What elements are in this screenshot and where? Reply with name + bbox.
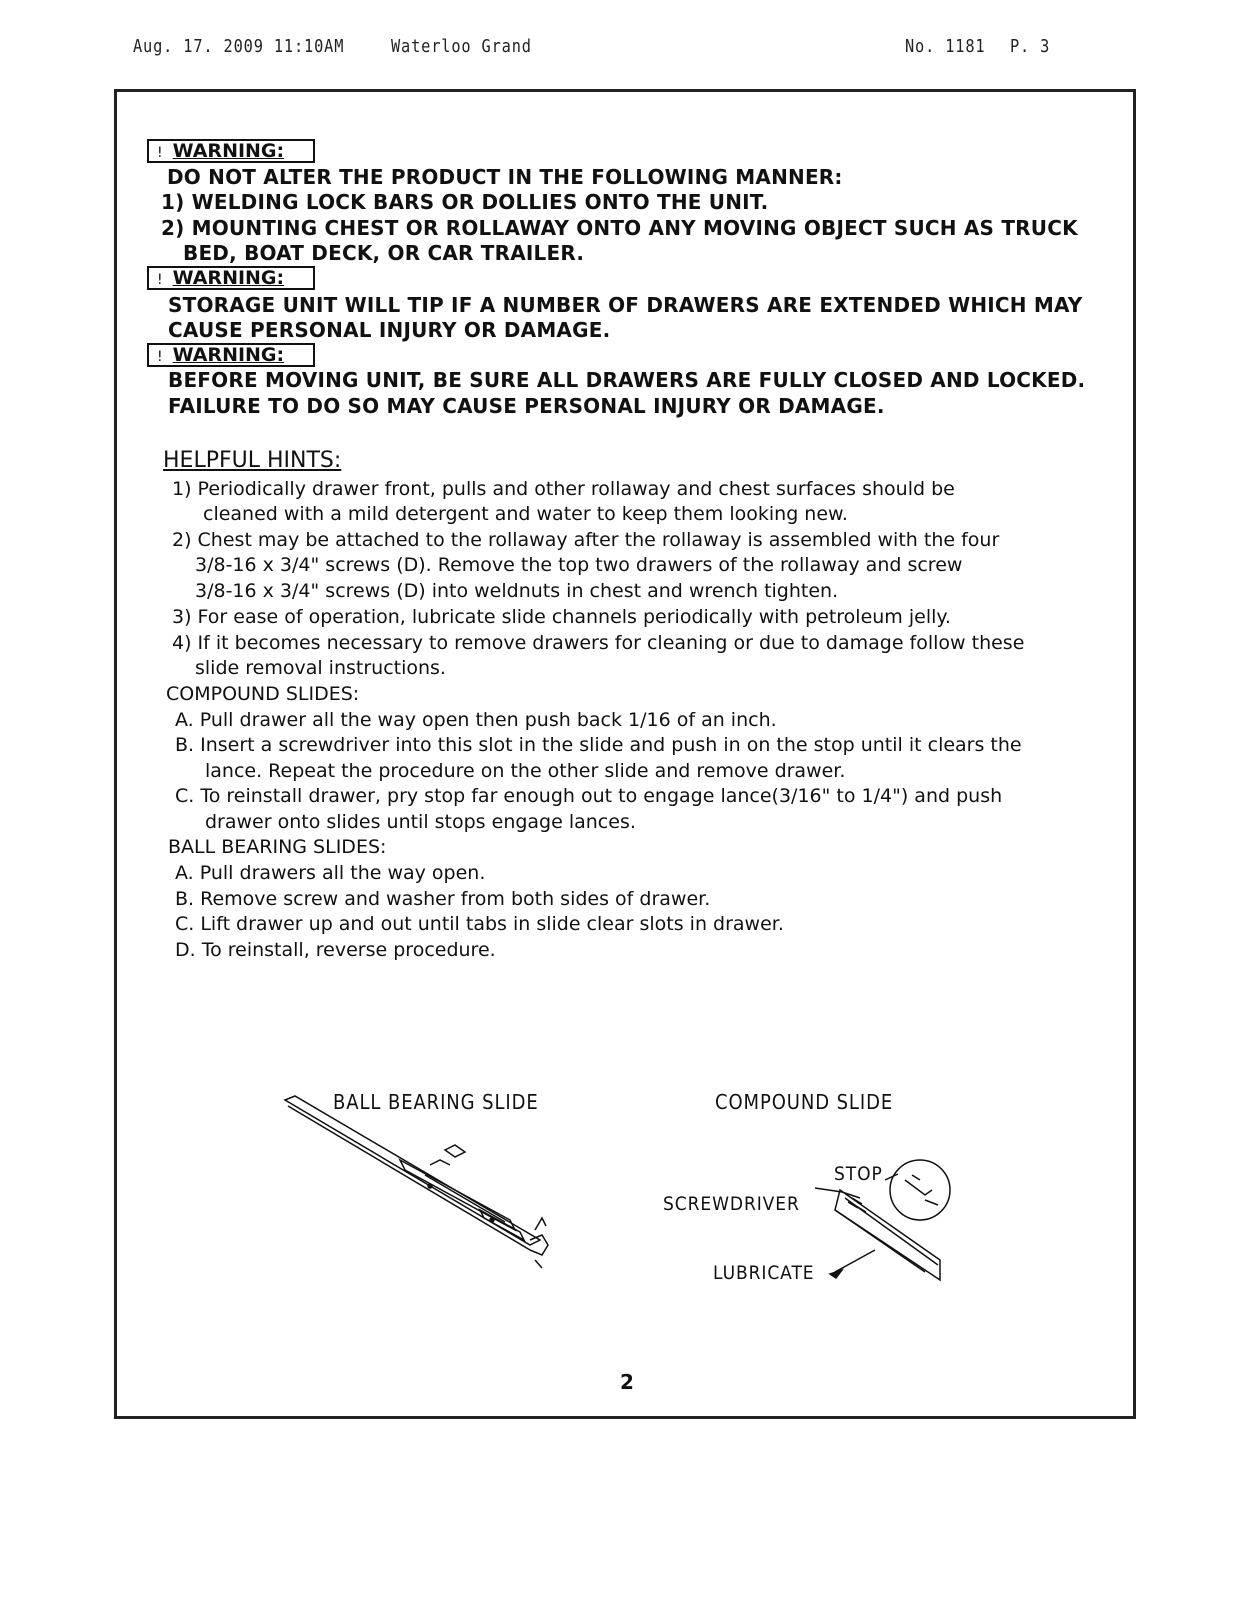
- warning-label: ! WARNING:: [147, 343, 315, 367]
- hint-line: B. Insert a screwdriver into this slot in the slide and push in on the stop until it clears the: [175, 734, 1022, 756]
- warning-icon: !: [157, 272, 163, 288]
- fax-page: P. 3: [1010, 36, 1051, 57]
- section-heading: COMPOUND SLIDES:: [166, 683, 360, 705]
- page-number: 2: [620, 1370, 634, 1394]
- warning-line: STORAGE UNIT WILL TIP IF A NUMBER OF DRAWERS ARE EXTENDED WHICH MAY: [168, 293, 1083, 317]
- hint-line: C. Lift drawer up and out until tabs in slide clear slots in drawer.: [175, 913, 784, 935]
- hint-line: 3/8-16 x 3/4" screws (D). Remove the top two drawers of the rollaway and screw: [195, 554, 963, 576]
- hint-line: B. Remove screw and washer from both sides of drawer.: [175, 888, 711, 910]
- hint-line: C. To reinstall drawer, pry stop far enough out to engage lance(3/16" to 1/4") and push: [175, 785, 1003, 807]
- hint-line: D. To reinstall, reverse procedure.: [175, 939, 496, 961]
- warning-line: BED, BOAT DECK, OR CAR TRAILER.: [183, 241, 585, 265]
- hint-line: slide removal instructions.: [195, 657, 446, 679]
- hint-line: lance. Repeat the procedure on the other slide and remove drawer.: [205, 760, 846, 782]
- warning-icon: !: [157, 349, 163, 365]
- hint-line: 3) For ease of operation, lubricate slide channels periodically with petroleum jelly.: [172, 606, 951, 628]
- warning-line: 2) MOUNTING CHEST OR ROLLAWAY ONTO ANY MOVING OBJECT SUCH AS TRUCK: [161, 216, 1078, 240]
- warning-line: BEFORE MOVING UNIT, BE SURE ALL DRAWERS ARE FULLY CLOSED AND LOCKED.: [168, 368, 1086, 392]
- warning-line: FAILURE TO DO SO MAY CAUSE PERSONAL INJURY OR DAMAGE.: [168, 394, 885, 418]
- hint-line: A. Pull drawer all the way open then push back 1/16 of an inch.: [175, 709, 777, 731]
- hint-line: 1) Periodically drawer front, pulls and other rollaway and chest surfaces should be: [172, 478, 955, 500]
- fax-number: No. 1181: [905, 36, 986, 57]
- hint-line: 2) Chest may be attached to the rollaway after the rollaway is assembled with the four: [172, 529, 1000, 551]
- hint-line: 3/8-16 x 3/4" screws (D) into weldnuts in chest and wrench tighten.: [195, 580, 839, 602]
- hint-line: cleaned with a mild detergent and water to keep them looking new.: [203, 503, 848, 525]
- fax-sender: Waterloo Grand: [391, 36, 532, 57]
- stop-label: STOP: [834, 1163, 883, 1185]
- warning-icon: !: [157, 145, 163, 161]
- ball-bearing-slide-label: BALL BEARING SLIDE: [333, 1090, 539, 1114]
- warning-line: DO NOT ALTER THE PRODUCT IN THE FOLLOWING MANNER:: [167, 165, 843, 189]
- section-heading: BALL BEARING SLIDES:: [168, 836, 387, 858]
- warning-label: ! WARNING:: [147, 139, 315, 163]
- ball-bearing-slide-diagram: [280, 1090, 580, 1270]
- compound-slide-label: COMPOUND SLIDE: [715, 1090, 894, 1114]
- lubricate-label: LUBRICATE: [713, 1262, 815, 1284]
- hint-line: drawer onto slides until stops engage lances.: [205, 811, 636, 833]
- helpful-hints-title: HELPFUL HINTS:: [163, 448, 342, 473]
- screwdriver-label: SCREWDRIVER: [663, 1193, 800, 1215]
- warning-label: ! WARNING:: [147, 266, 315, 290]
- hint-line: 4) If it becomes necessary to remove drawers for cleaning or due to damage follow these: [172, 632, 1025, 654]
- compound-slide-diagram: [620, 1150, 960, 1290]
- fax-header: [0, 36, 1251, 66]
- fax-date-time: Aug. 17. 2009 11:10AM: [133, 36, 345, 57]
- warning-line: 1) WELDING LOCK BARS OR DOLLIES ONTO THE UNIT.: [161, 190, 769, 214]
- warning-line: CAUSE PERSONAL INJURY OR DAMAGE.: [168, 318, 611, 342]
- hint-line: A. Pull drawers all the way open.: [175, 862, 486, 884]
